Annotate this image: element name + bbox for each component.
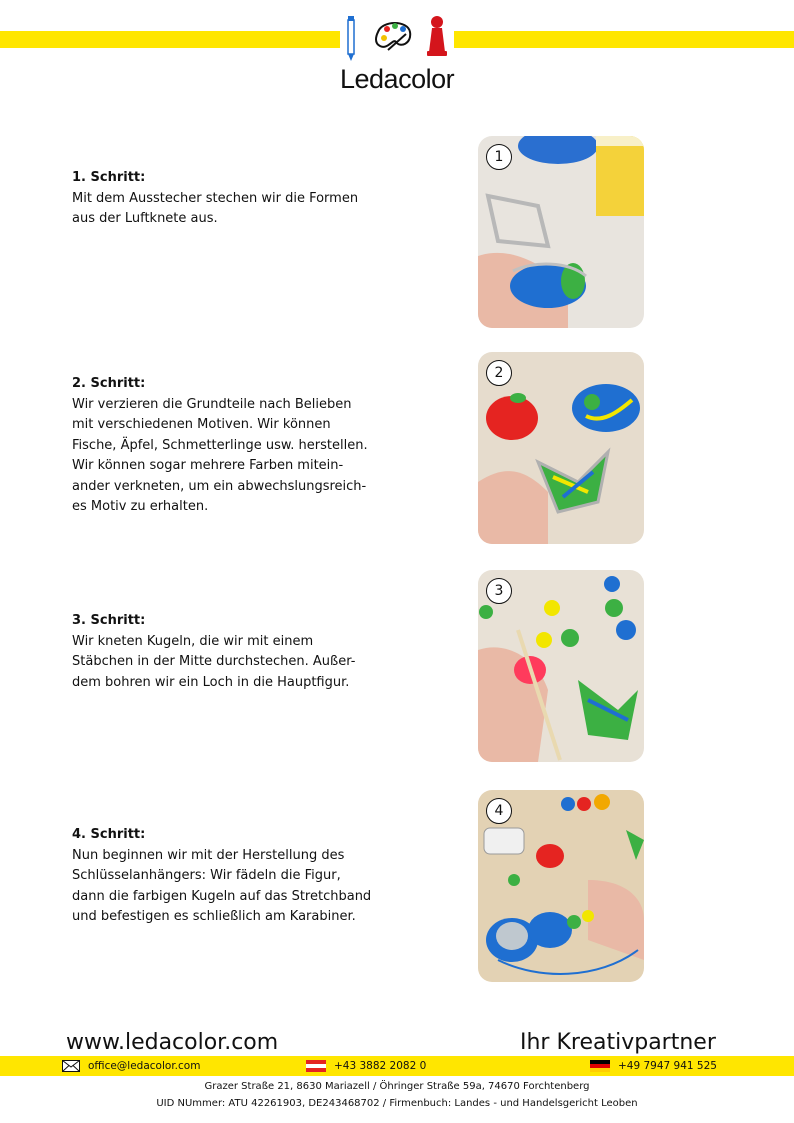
- austria-flag-icon: [306, 1060, 326, 1072]
- step-text: Wir verzieren die Grundteile nach Belieben mit verschiedenen Motiven. Wir können Fische, Äpfel, Schmetterlinge usw. herstellen. Wir können sogar mehrere Farben mitein- ander verkneten, um ein abwechslungsreich- es Motiv zu erhalten.: [72, 396, 368, 514]
- step-text: Wir kneten Kugeln, die wir mit einem Stäbchen in der Mitte durchstechen. Außer- dem bohren wir ein Loch in die Hauptfigur.: [72, 633, 356, 690]
- phone-at-text[interactable]: +43 3882 2082 0: [334, 1060, 427, 1072]
- step-1-photo: [478, 136, 644, 328]
- step-2-photo: [478, 352, 644, 544]
- step-number-badge: 4: [486, 798, 512, 824]
- envelope-icon: [62, 1060, 80, 1072]
- step-1: [72, 168, 377, 230]
- step-title: 4. Schritt:: [72, 827, 146, 842]
- step-text: Nun beginnen wir mit der Herstellung des Schlüsselanhängers: Wir fädeln die Figur, dann die farbigen Kugeln auf das Stretchband und befestigen es schließlich am Karabiner.: [72, 847, 372, 924]
- step-number-badge: 1: [486, 144, 512, 170]
- footer-slogan: Ihr Kreativpartner: [520, 1030, 716, 1055]
- footer-registry: UID NUmmer: ATU 42261903, DE243468702 / Firmenbuch: Landes - und Handelsgericht Leoben: [156, 1098, 638, 1109]
- step-text: Mit dem Ausstecher stechen wir die Formen aus der Luftknete aus.: [72, 190, 359, 226]
- step-3-photo: [478, 570, 644, 762]
- game-piece-icon: [427, 16, 447, 56]
- pencil-icon: [348, 16, 354, 61]
- germany-flag-icon: [590, 1060, 610, 1072]
- logo-icons: [340, 14, 454, 64]
- palette-icon: [376, 23, 410, 50]
- phone-de-text[interactable]: +49 7947 941 525: [618, 1060, 717, 1072]
- step-2: [72, 374, 377, 518]
- step-4-photo: [478, 790, 644, 982]
- footer-website[interactable]: www.ledacolor.com: [66, 1030, 279, 1055]
- step-number-badge: 2: [486, 360, 512, 386]
- brand-name: Ledacolor: [340, 64, 455, 94]
- step-number-badge: 3: [486, 578, 512, 604]
- step-title: 1. Schritt:: [72, 170, 146, 185]
- contact-phone-at[interactable]: [306, 1059, 426, 1073]
- step-title: 3. Schritt:: [72, 613, 146, 628]
- step-title: 2. Schritt:: [72, 376, 146, 391]
- step-4: [72, 825, 377, 928]
- contact-phone-de[interactable]: [590, 1059, 717, 1073]
- brand-logo: [340, 14, 454, 94]
- step-3: [72, 611, 377, 693]
- contact-email[interactable]: [62, 1059, 200, 1073]
- email-text[interactable]: office@ledacolor.com: [88, 1060, 201, 1072]
- footer-address: Grazer Straße 21, 8630 Mariazell / Öhringer Straße 59a, 74670 Forchtenberg: [204, 1081, 590, 1092]
